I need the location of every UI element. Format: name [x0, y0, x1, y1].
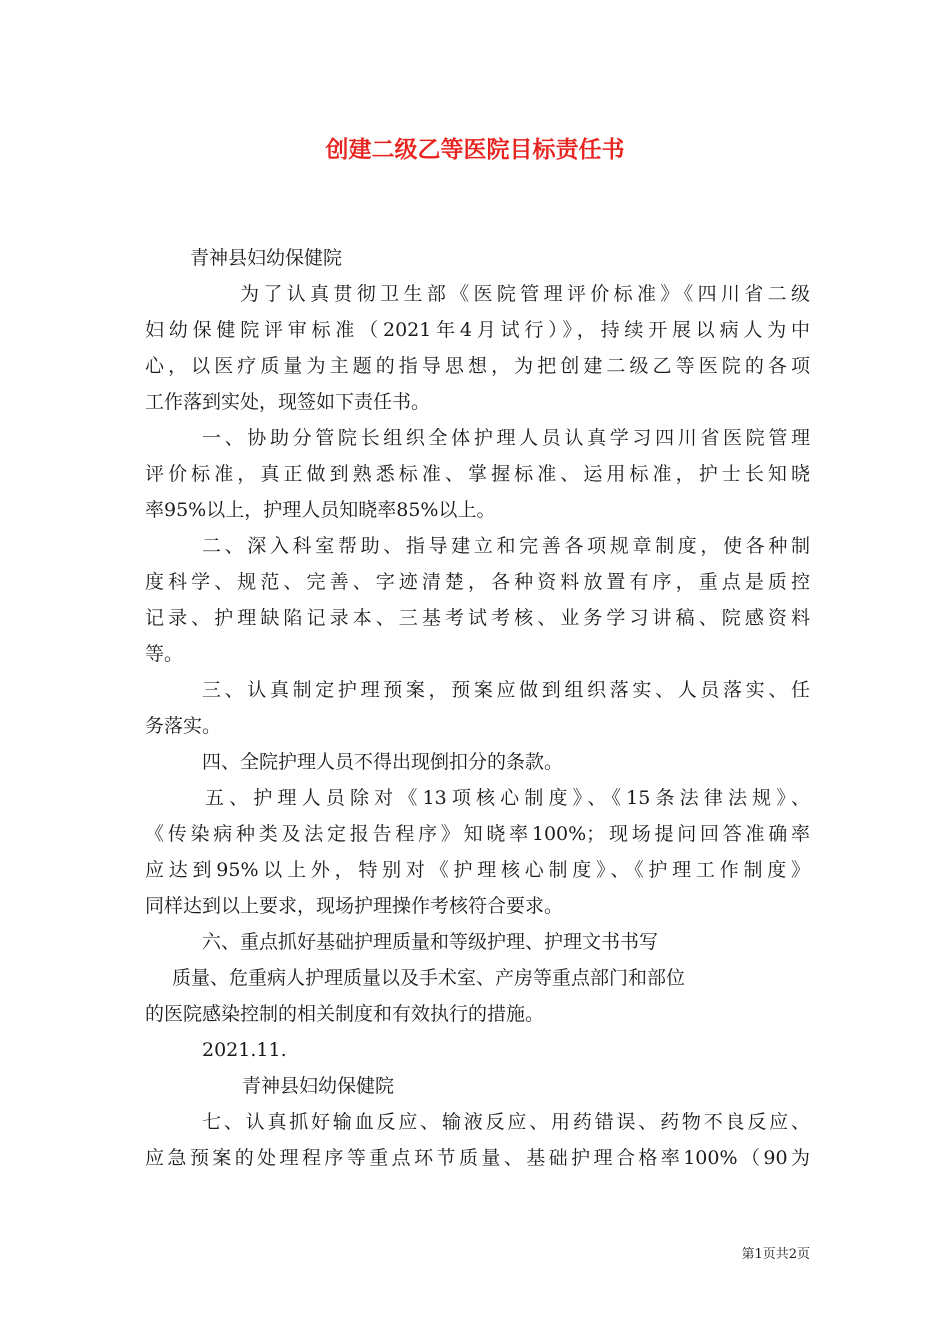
text-line: 2021.11.	[202, 1039, 287, 1061]
text-line: 质量、危重病人护理质量以及手术室、产房等重点部门和部位	[172, 967, 686, 989]
text-line: 等。	[145, 643, 184, 665]
text-line: 一、协助分管院长组织全体护理人员认真学习四川省医院管理	[202, 427, 810, 449]
text-line: 三、认真制定护理预案，预案应做到组织落实、人员落实、任	[202, 679, 810, 701]
text-line: 记录、护理缺陷记录本、三基考试考核、业务学习讲稿、院感资料	[145, 607, 810, 629]
text-line: 应急预案的处理程序等重点环节质量、基础护理合格率100%（90为	[145, 1147, 810, 1169]
text-line: 七、认真抓好输血反应、输液反应、用药错误、药物不良反应、	[202, 1111, 810, 1133]
text-line: 青神县妇幼保健院	[242, 1075, 395, 1097]
text-line: 四、全院护理人员不得出现倒扣分的条款。	[202, 751, 564, 773]
text-line: 度科学、规范、完善、字迹清楚，各种资料放置有序，重点是质控	[145, 571, 810, 593]
document-body	[145, 240, 810, 1176]
text-line: 六、重点抓好基础护理质量和等级护理、护理文书书写	[202, 931, 659, 953]
text-line: 《传染病种类及法定报告程序》知晓率100%；现场提问回答准确率	[145, 823, 810, 845]
text-line: 心，以医疗质量为主题的指导思想，为把创建二级乙等医院的各项	[145, 355, 810, 377]
page-indicator: 第1页共2页	[741, 1247, 810, 1262]
document-title: 创建二级乙等医院目标责任书	[325, 137, 625, 163]
text-line: 率95%以上，护理人员知晓率85%以上。	[145, 499, 496, 521]
text-line: 应达到95%以上外，特别对《护理核心制度》、《护理工作制度》	[145, 859, 810, 881]
text-line: 五、护理人员除对《13项核心制度》、《15条法律法规》、	[205, 787, 810, 809]
text-line: 为了认真贯彻卫生部《医院管理评价标准》《四川省二级	[240, 283, 810, 305]
text-line: 工作落到实处，现签如下责任书。	[145, 391, 431, 413]
text-line: 青神县妇幼保健院	[190, 247, 343, 269]
text-line: 评价标准，真正做到熟悉标准、掌握标准、运用标准，护士长知晓	[145, 463, 810, 485]
text-line: 务落实。	[145, 715, 222, 737]
text-line: 妇幼保健院评审标准（2021年4月试行）》，持续开展以病人为中	[145, 319, 810, 341]
text-line: 的医院感染控制的相关制度和有效执行的措施。	[145, 1003, 545, 1025]
text-line: 同样达到以上要求，现场护理操作考核符合要求。	[145, 895, 564, 917]
text-line: 二、深入科室帮助、指导建立和完善各项规章制度，使各种制	[202, 535, 810, 557]
